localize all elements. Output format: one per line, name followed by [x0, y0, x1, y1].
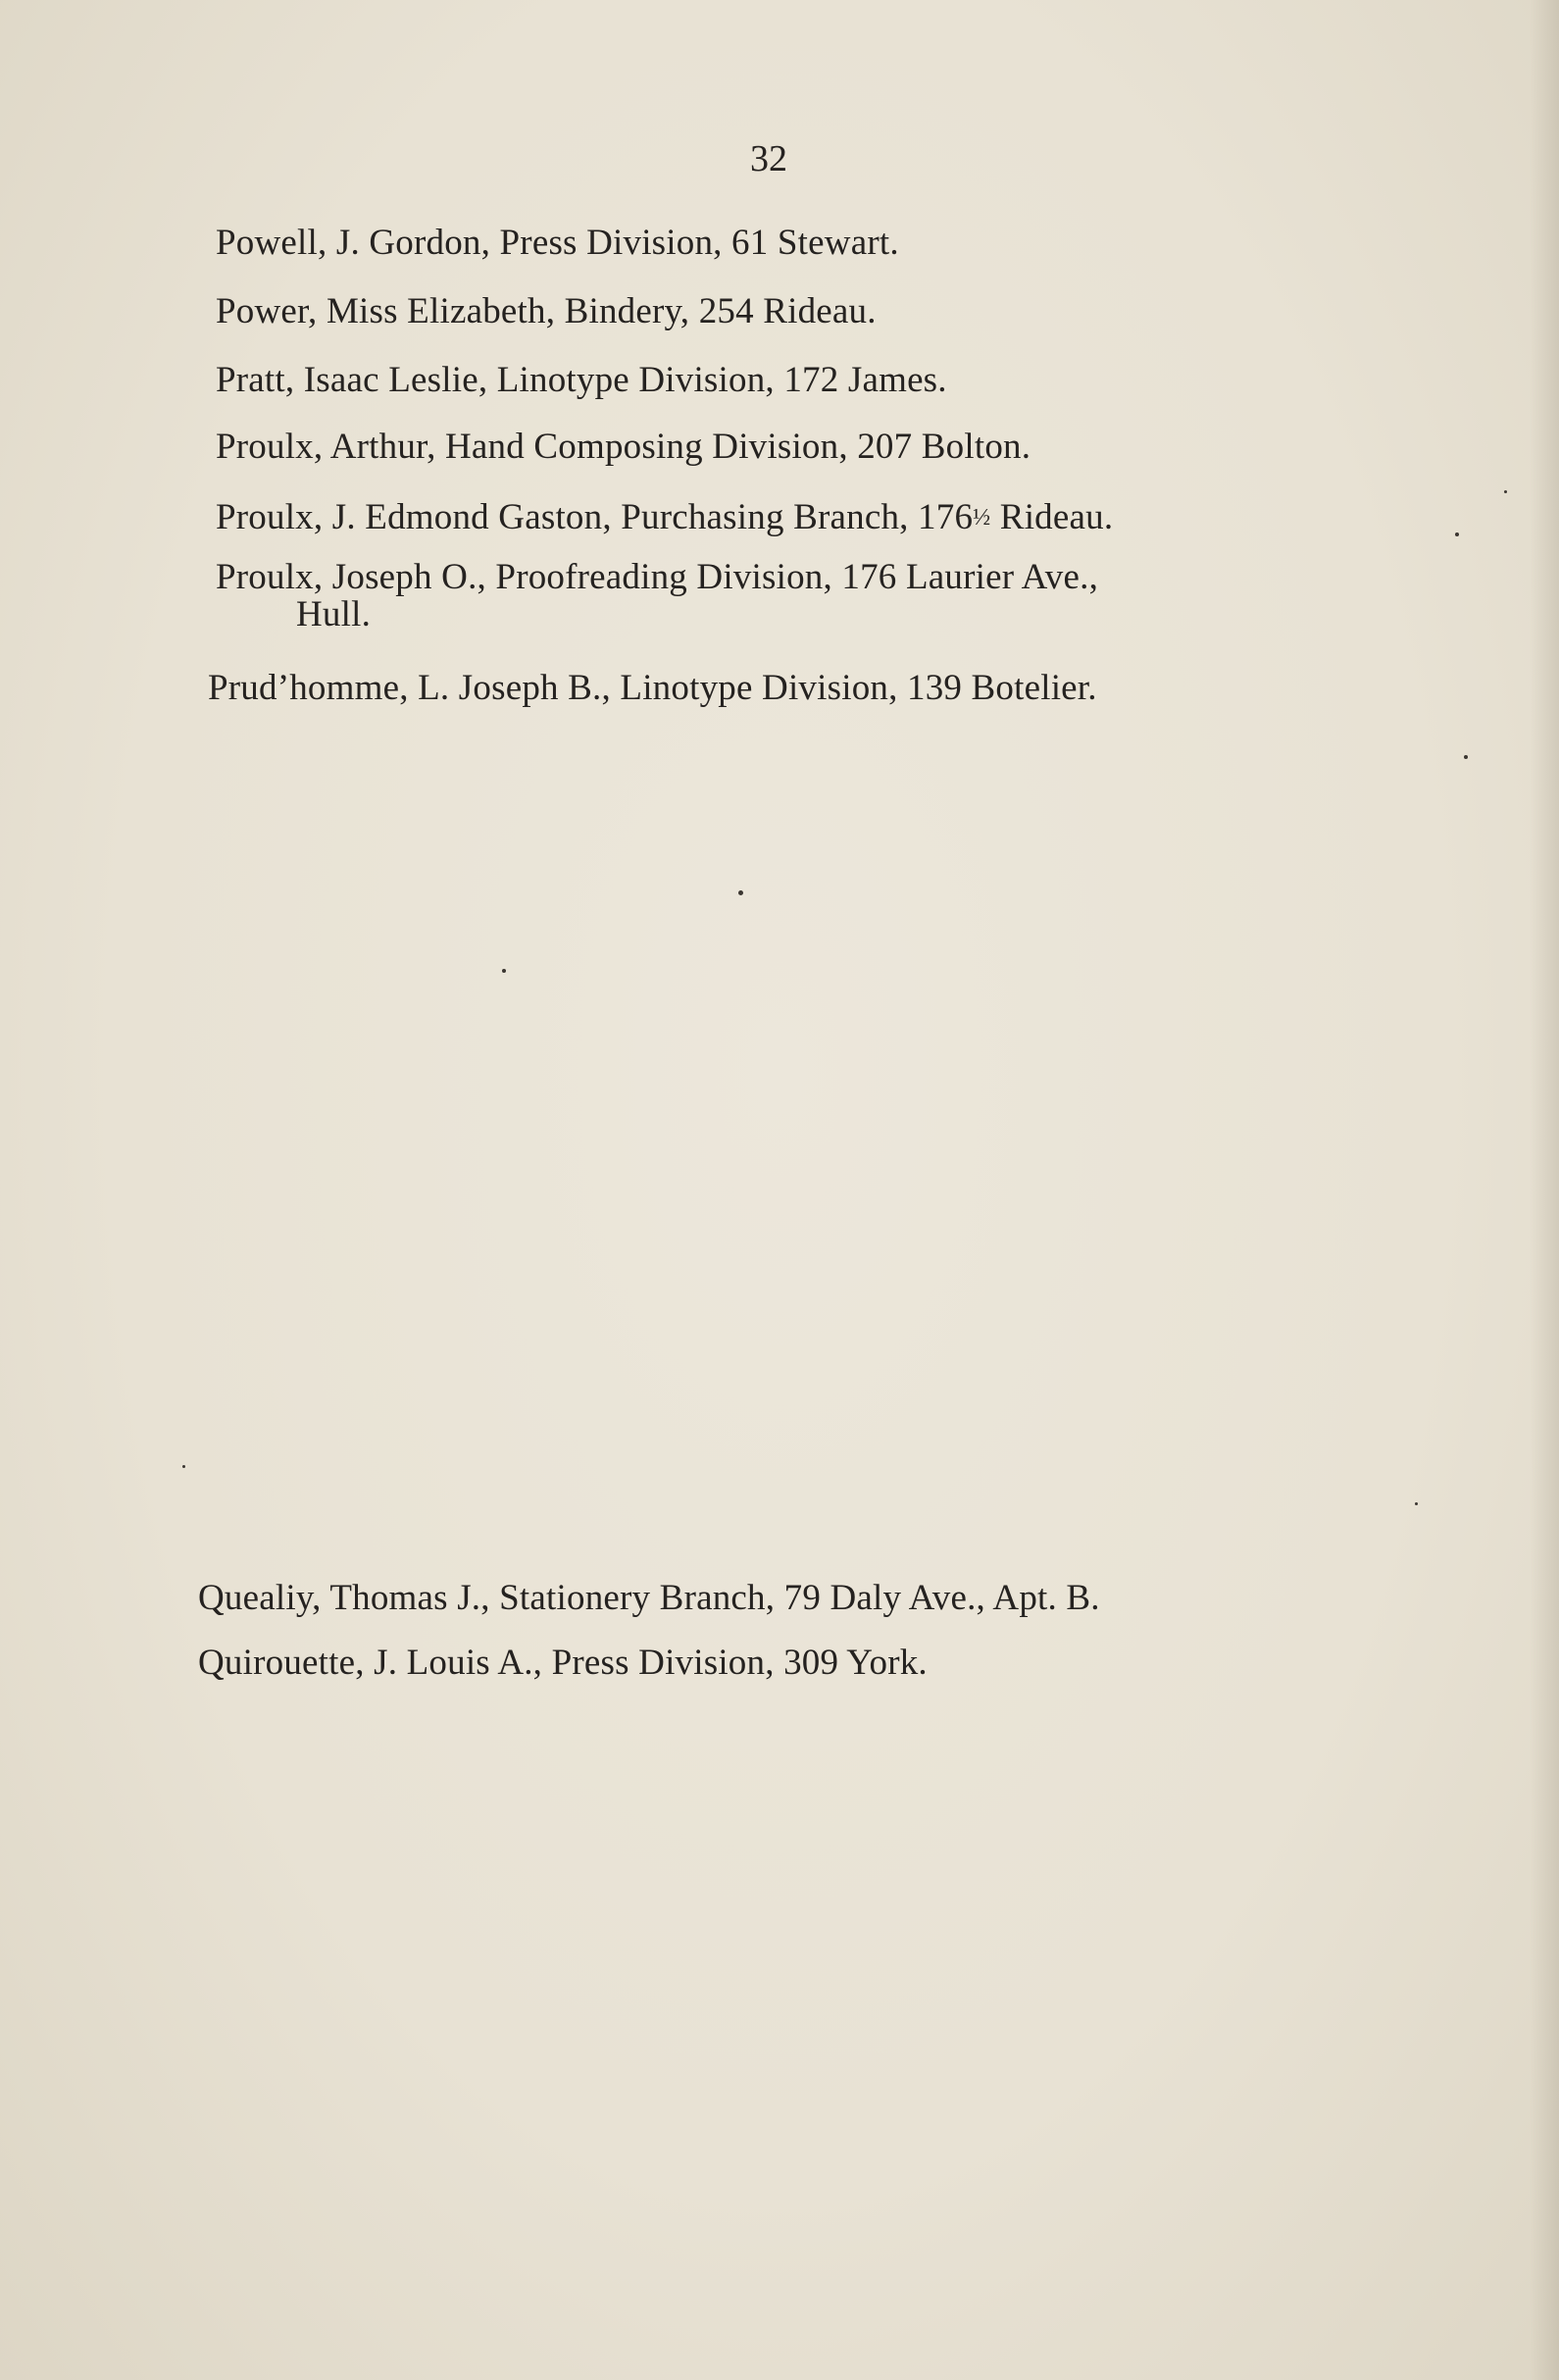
entry-continuation: Hull. — [296, 594, 372, 634]
entry-text: Proulx, Arthur, Hand Composing Division, 207 Bolton. — [216, 427, 1031, 467]
entry-text: Pratt, Isaac Leslie, Linotype Division, 172 James. — [216, 360, 947, 400]
entry-text: Powell, J. Gordon, Press Division, 61 Stewart. — [216, 223, 899, 263]
directory-entry — [216, 428, 1031, 467]
directory-entry — [216, 498, 1113, 537]
print-speck — [1415, 1502, 1418, 1505]
print-speck — [1504, 490, 1507, 493]
entry-text: Quealiy, Thomas J., Stationery Branch, 79 Daly Ave., Apt. B. — [198, 1578, 1100, 1618]
directory-entry — [216, 224, 899, 263]
entry-text-end: Rideau. — [990, 497, 1114, 537]
fraction-half: ½ — [973, 505, 991, 531]
directory-entry — [216, 361, 947, 400]
directory-entry — [216, 292, 877, 331]
entry-text: Quirouette, J. Louis A., Press Division, 309 York. — [198, 1643, 928, 1683]
page-number: 32 — [750, 138, 787, 179]
entry-text: Power, Miss Elizabeth, Bindery, 254 Rideau. — [216, 291, 877, 331]
directory-entry — [198, 1644, 928, 1683]
directory-entry — [216, 559, 1098, 633]
entry-text: Proulx, J. Edmond Gaston, Purchasing Branch, 176 — [216, 497, 974, 537]
print-speck — [182, 1465, 185, 1468]
print-speck — [1464, 755, 1468, 759]
print-speck — [1455, 532, 1459, 536]
directory-entry — [208, 669, 1097, 708]
entry-text: Prud’homme, L. Joseph B., Linotype Division, 139 Botelier. — [208, 668, 1097, 708]
print-speck — [738, 890, 743, 895]
print-speck — [502, 969, 506, 973]
entry-text: Proulx, Joseph O., Proofreading Division, 176 Laurier Ave., — [216, 557, 1099, 597]
directory-entry — [198, 1579, 1100, 1618]
